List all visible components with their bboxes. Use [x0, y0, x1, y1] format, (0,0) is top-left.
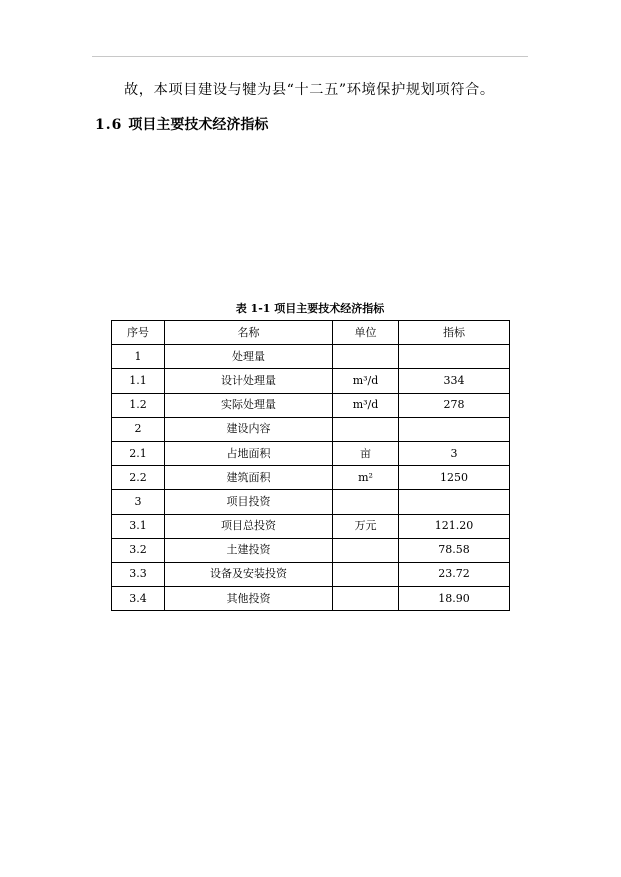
cell-unit	[333, 417, 399, 441]
section-number: 1.6	[95, 117, 123, 133]
table-row	[112, 562, 510, 586]
section-heading	[95, 115, 268, 135]
cell-no: 2.2	[112, 466, 165, 490]
cell-no: 3.1	[112, 514, 165, 538]
cell-value: 1250	[399, 466, 510, 490]
section-title: 项目主要技术经济指标	[128, 117, 269, 133]
table-row	[112, 466, 510, 490]
header-rule	[92, 56, 528, 57]
cell-name: 建筑面积	[165, 466, 333, 490]
table-header-row	[112, 321, 510, 345]
table-caption: 表 1-1 项目主要技术经济指标	[235, 302, 385, 315]
table-row	[112, 369, 510, 393]
cell-unit	[333, 490, 399, 514]
cell-name: 其他投资	[165, 587, 333, 611]
cell-name: 处理量	[165, 345, 333, 369]
cell-name: 占地面积	[165, 441, 333, 465]
cell-unit: m³/d	[333, 369, 399, 393]
cell-unit: 万元	[333, 514, 399, 538]
cell-unit	[333, 562, 399, 586]
cell-name: 实际处理量	[165, 393, 333, 417]
cell-name: 设计处理量	[165, 369, 333, 393]
table-row	[112, 587, 510, 611]
cell-no: 3.3	[112, 562, 165, 586]
cell-no: 3.2	[112, 538, 165, 562]
cell-value: 334	[399, 369, 510, 393]
cell-value	[399, 490, 510, 514]
cell-no: 1.2	[112, 393, 165, 417]
cell-no: 1.1	[112, 369, 165, 393]
cell-name: 设备及安装投资	[165, 562, 333, 586]
cell-name: 项目总投资	[165, 514, 333, 538]
table-row	[112, 345, 510, 369]
table-row	[112, 490, 510, 514]
table-row	[112, 514, 510, 538]
col-header-value: 指标	[399, 321, 510, 345]
table-row	[112, 393, 510, 417]
cell-unit	[333, 587, 399, 611]
cell-value: 78.58	[399, 538, 510, 562]
col-header-unit: 单位	[333, 321, 399, 345]
cell-value: 18.90	[399, 587, 510, 611]
cell-value: 3	[399, 441, 510, 465]
cell-unit: 亩	[333, 441, 399, 465]
cell-name: 建设内容	[165, 417, 333, 441]
cell-no: 3	[112, 490, 165, 514]
cell-unit	[333, 345, 399, 369]
cell-unit: m³/d	[333, 393, 399, 417]
col-header-no: 序号	[112, 321, 165, 345]
cell-value: 278	[399, 393, 510, 417]
cell-no: 2.1	[112, 441, 165, 465]
table-row	[112, 538, 510, 562]
indicator-table	[111, 320, 510, 611]
table-row	[112, 417, 510, 441]
cell-name: 项目投资	[165, 490, 333, 514]
cell-unit: m²	[333, 466, 399, 490]
cell-no: 2	[112, 417, 165, 441]
cell-value: 121.20	[399, 514, 510, 538]
cell-unit	[333, 538, 399, 562]
cell-value	[399, 345, 510, 369]
cell-no: 3.4	[112, 587, 165, 611]
table-row	[112, 441, 510, 465]
cell-no: 1	[112, 345, 165, 369]
col-header-name: 名称	[165, 321, 333, 345]
cell-value: 23.72	[399, 562, 510, 586]
cell-name: 土建投资	[165, 538, 333, 562]
body-paragraph: 故，本项目建设与犍为县“十二五”环境保护规划项符合。	[124, 82, 495, 98]
cell-value	[399, 417, 510, 441]
